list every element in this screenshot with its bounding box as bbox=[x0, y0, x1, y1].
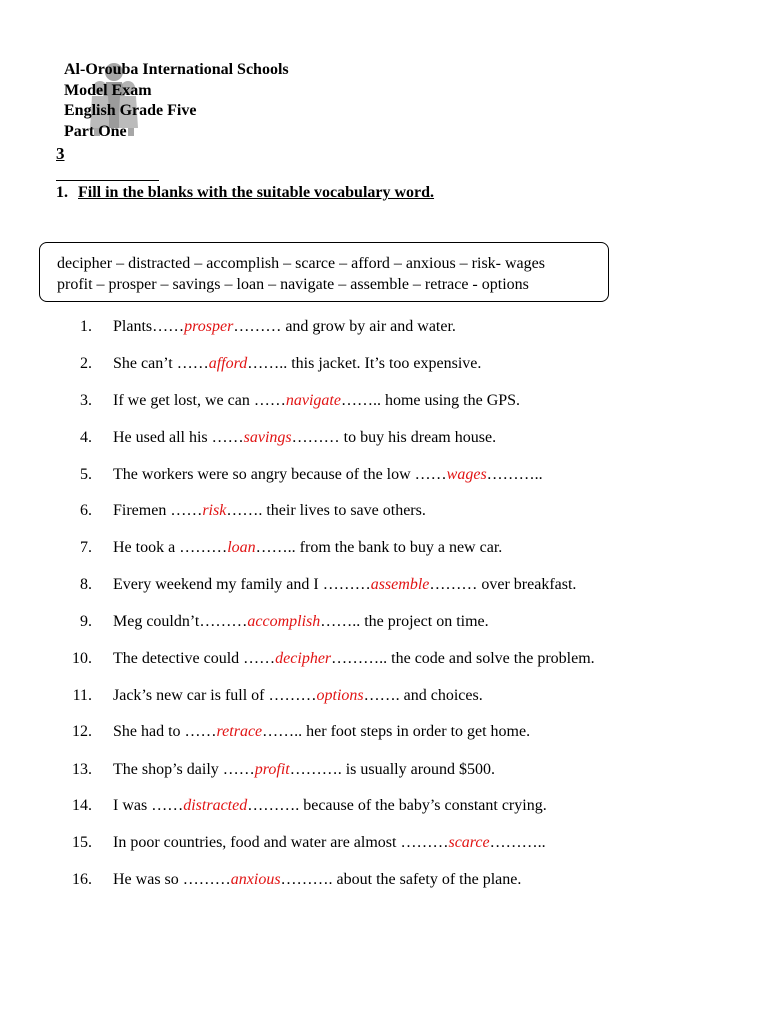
answer-word: decipher bbox=[275, 650, 332, 667]
answer-word: loan bbox=[227, 539, 256, 556]
sentence-before-blank: He used all his …… bbox=[113, 429, 244, 446]
sentence-before-blank: In poor countries, food and water are almost ……… bbox=[113, 834, 449, 851]
item-sentence bbox=[113, 722, 530, 742]
sentence-before-blank: He took a ……… bbox=[113, 539, 228, 556]
word-bank-box bbox=[39, 242, 609, 302]
sentence-after-blank: ……….. bbox=[486, 466, 543, 483]
item-number: 16. bbox=[72, 871, 92, 888]
item-sentence bbox=[113, 538, 502, 558]
sentence-before-blank: He was so ……… bbox=[113, 871, 231, 888]
answer-word: retrace bbox=[216, 723, 263, 740]
item-sentence bbox=[113, 686, 483, 706]
sentence-before-blank: She had to …… bbox=[113, 723, 217, 740]
sentence-after-blank: ……. and choices. bbox=[363, 687, 483, 704]
sentence-before-blank: I was …… bbox=[113, 797, 184, 814]
sentence-after-blank: ………. because of the baby’s constant crying. bbox=[247, 797, 547, 814]
item-number: 15. bbox=[72, 834, 92, 851]
sentence-after-blank: ……… and grow by air and water. bbox=[233, 318, 456, 335]
question-instruction bbox=[56, 184, 434, 202]
answer-word: distracted bbox=[183, 797, 248, 814]
section-divider bbox=[56, 180, 159, 181]
item-sentence bbox=[113, 391, 520, 411]
item-number: 4. bbox=[80, 429, 92, 446]
item-number: 1. bbox=[80, 318, 92, 335]
sentence-before-blank: The shop’s daily …… bbox=[113, 761, 255, 778]
sentence-after-blank: ……. their lives to save others. bbox=[226, 502, 426, 519]
answer-word: assemble bbox=[370, 576, 430, 593]
item-number: 6. bbox=[80, 502, 92, 519]
answer-word: scarce bbox=[448, 834, 490, 851]
item-number: 5. bbox=[80, 466, 92, 483]
answer-word: savings bbox=[243, 429, 292, 446]
item-number: 10. bbox=[72, 650, 92, 667]
item-number: 14. bbox=[72, 797, 92, 814]
item-sentence bbox=[113, 428, 496, 448]
sentence-before-blank: Plants…… bbox=[113, 318, 185, 335]
item-number: 2. bbox=[80, 355, 92, 372]
question-number: 1. bbox=[56, 184, 68, 201]
item-number: 7. bbox=[80, 539, 92, 556]
sentence-before-blank: Jack’s new car is full of ……… bbox=[113, 687, 317, 704]
answer-word: navigate bbox=[285, 392, 341, 409]
sentence-before-blank: Firemen …… bbox=[113, 502, 203, 519]
answer-word: anxious bbox=[230, 871, 281, 888]
school-name: Al-Orouba International Schools bbox=[64, 61, 289, 78]
item-sentence bbox=[113, 796, 547, 816]
item-sentence bbox=[113, 354, 481, 374]
answer-word: risk bbox=[202, 502, 227, 519]
answer-word: wages bbox=[446, 466, 487, 483]
exam-title: Model Exam bbox=[64, 81, 152, 99]
sentence-before-blank: The detective could …… bbox=[113, 650, 276, 667]
answer-word: prosper bbox=[184, 318, 234, 335]
answer-word: accomplish bbox=[247, 613, 321, 630]
sentence-after-blank: ……….. the code and solve the problem. bbox=[331, 650, 595, 667]
item-sentence bbox=[113, 612, 489, 632]
answer-word: afford bbox=[208, 355, 248, 372]
answer-word: options bbox=[316, 687, 364, 704]
sentence-before-blank: The workers were so angry because of the low …… bbox=[113, 466, 447, 483]
item-sentence bbox=[113, 649, 595, 669]
word-bank-line: profit – prosper – savings – loan – navigate – assemble – retrace - options bbox=[57, 275, 529, 293]
item-number: 3. bbox=[80, 392, 92, 409]
item-sentence bbox=[113, 501, 426, 521]
sentence-after-blank: …….. the project on time. bbox=[320, 613, 489, 630]
sentence-before-blank: If we get lost, we can …… bbox=[113, 392, 286, 409]
item-sentence bbox=[113, 760, 495, 780]
item-number: 9. bbox=[80, 613, 92, 630]
item-sentence bbox=[113, 870, 521, 890]
item-sentence bbox=[113, 833, 546, 853]
item-number: 8. bbox=[80, 576, 92, 593]
subject-grade: English Grade Five bbox=[64, 102, 197, 120]
sentence-after-blank: …….. her foot steps in order to get home. bbox=[262, 723, 531, 740]
exam-header bbox=[64, 60, 289, 142]
sentence-before-blank: Meg couldn’t……… bbox=[113, 613, 248, 630]
part-title: Part One bbox=[64, 122, 127, 140]
sentence-after-blank: ……….. bbox=[489, 834, 546, 851]
sentence-after-blank: ……… to buy his dream house. bbox=[291, 429, 497, 446]
question-text: Fill in the blanks with the suitable vocabulary word. bbox=[78, 184, 435, 201]
word-bank-line: decipher – distracted – accomplish – scarce – afford – anxious – risk- wages bbox=[57, 255, 545, 272]
sentence-before-blank: She can’t …… bbox=[113, 355, 209, 372]
item-sentence bbox=[113, 465, 543, 485]
sentence-after-blank: …….. from the bank to buy a new car. bbox=[255, 539, 503, 556]
item-number: 13. bbox=[72, 761, 92, 778]
sentence-before-blank: Every weekend my family and I ……… bbox=[113, 576, 371, 593]
answer-word: profit bbox=[254, 761, 290, 778]
sentence-after-blank: …….. this jacket. It’s too expensive. bbox=[247, 355, 482, 372]
sentence-after-blank: ………. is usually around $500. bbox=[289, 761, 496, 778]
item-number: 11. bbox=[72, 687, 92, 704]
sentence-after-blank: ……… over breakfast. bbox=[429, 576, 577, 593]
part-number: 3 bbox=[56, 144, 65, 163]
item-sentence bbox=[113, 575, 576, 595]
item-sentence bbox=[113, 317, 456, 337]
sentence-after-blank: …….. home using the GPS. bbox=[340, 392, 521, 409]
sentence-after-blank: ………. about the safety of the plane. bbox=[280, 871, 522, 888]
item-number: 12. bbox=[72, 723, 92, 740]
